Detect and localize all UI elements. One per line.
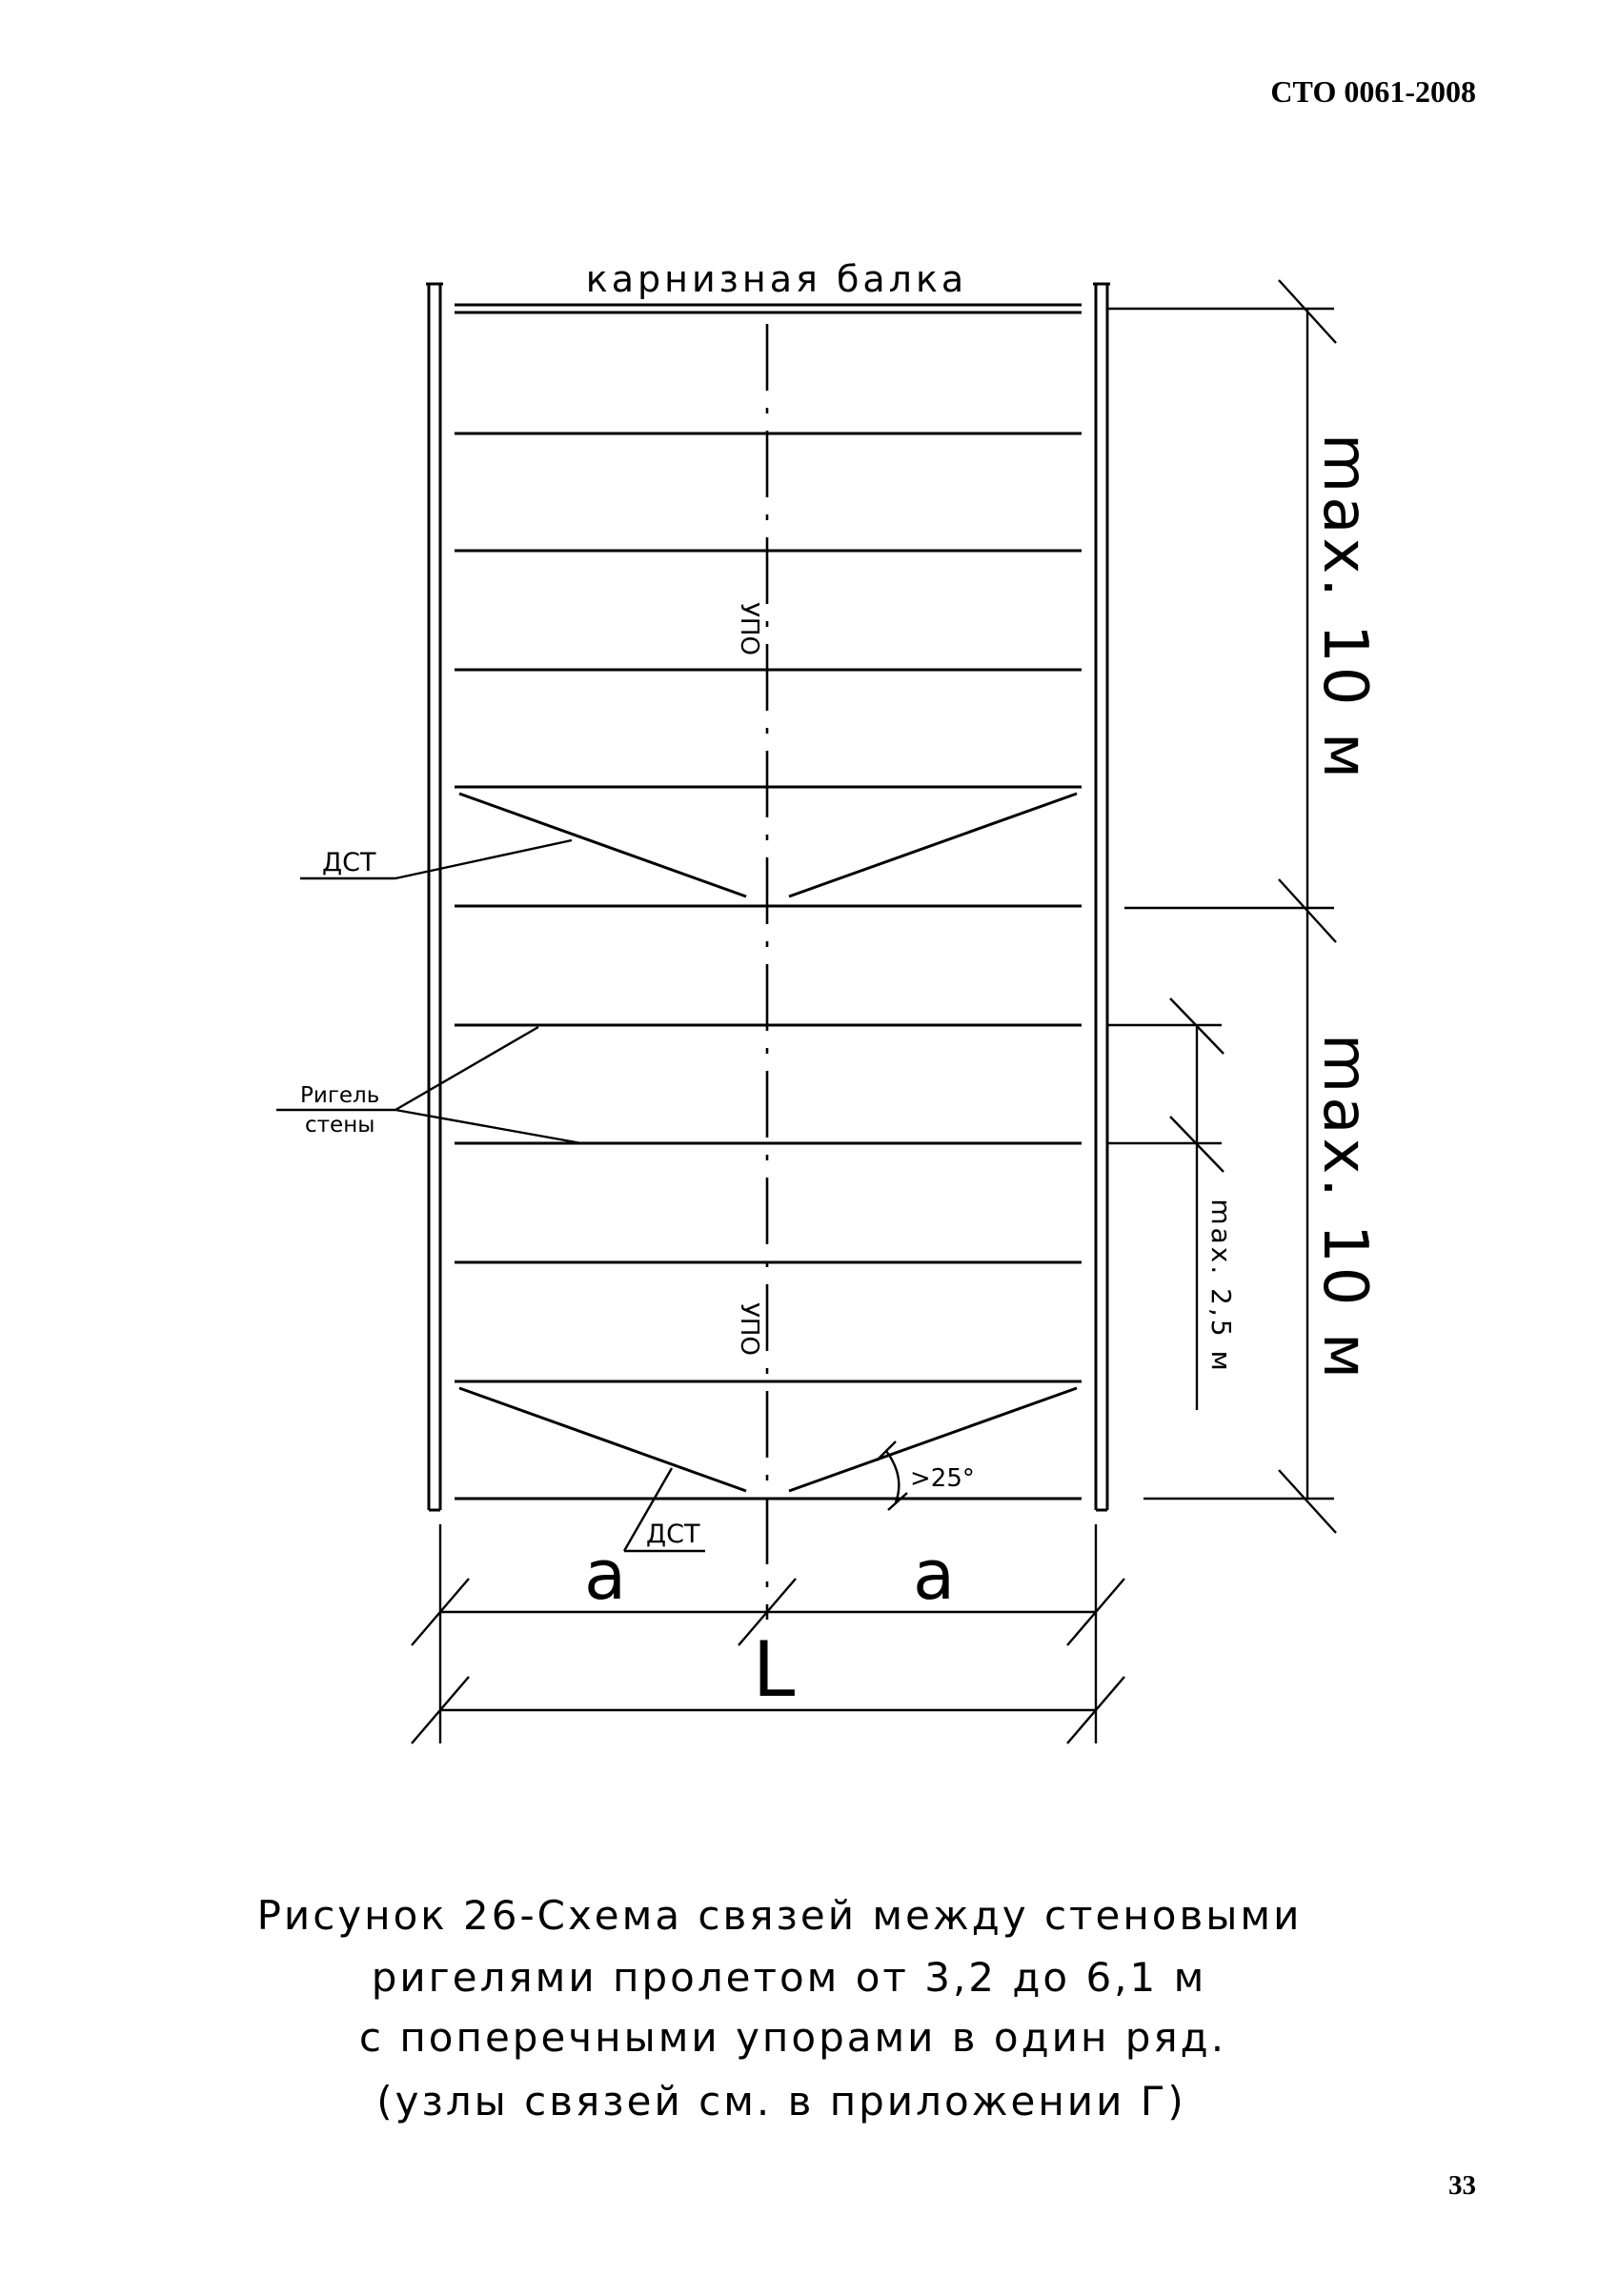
- caption-line-1: Рисунок 26-Схема связей между стеновыми: [256, 1892, 1303, 1939]
- dimension-label-span: L: [752, 1625, 796, 1714]
- dimension-label-a-left: a: [583, 1535, 627, 1615]
- left-column: [426, 284, 443, 1510]
- caption-line-3: с поперечными упорами в один ряд.: [358, 2014, 1227, 2061]
- figure-caption: [257, 1892, 1303, 2125]
- dimension-label-a-right: a: [912, 1535, 956, 1615]
- caption-line-4: (узлы связей см. в приложении Г): [376, 2078, 1186, 2125]
- dimension-label-lower: max. 10 м: [1309, 1033, 1380, 1383]
- girt-label-line2: стены: [305, 1113, 375, 1138]
- dimension-label-upper: max. 10 м: [1309, 433, 1380, 783]
- brace-label-upper: ДСТ: [322, 848, 376, 877]
- brace-label-lower: ДСТ: [646, 1520, 700, 1549]
- angle-label: >25°: [910, 1464, 975, 1493]
- right-column: [1093, 284, 1110, 1510]
- strut-label-upper: УПО: [735, 602, 763, 655]
- dimension-label-girt-spacing: max. 2,5 м: [1205, 1198, 1237, 1374]
- girt-label-line1: Ригель: [300, 1083, 380, 1108]
- eaves-beam: [455, 305, 1082, 312]
- caption-line-2: ригелями пролетом от 3,2 до 6,1 м: [371, 1954, 1207, 2001]
- page-number: 33: [1448, 2170, 1476, 2201]
- strut-label-lower: УПО: [735, 1302, 763, 1356]
- eaves-beam-label: карнизная балка: [585, 258, 968, 300]
- document-code: СТО 0061-2008: [1270, 74, 1476, 109]
